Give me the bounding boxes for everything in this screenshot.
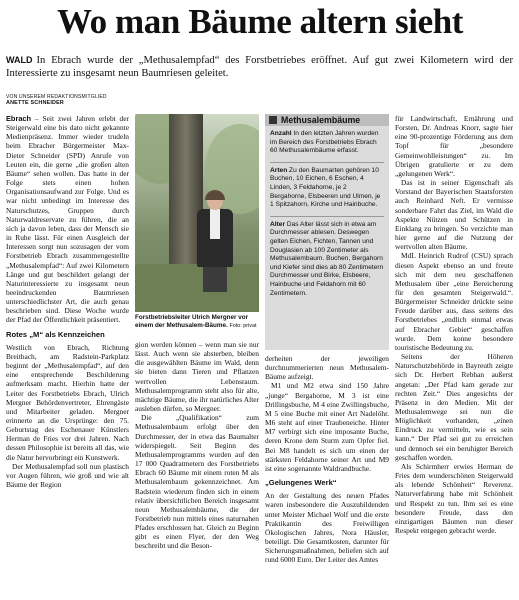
column-1-paragraph-3: Der Methusalempfad soll nun plastisch vor Augen führen, wie groß und wie alt Bäume der Region — [6, 461, 129, 490]
article-column-3 — [265, 354, 389, 600]
person-figure — [195, 192, 235, 292]
column-3-paragraph-0: derheiten der jeweiligen durchnummerierten neun Methusalem-Bäume aufzeigt. — [265, 354, 389, 382]
photo-credit: Foto: privat — [229, 323, 257, 329]
column-1-paragraph-2: Westlich von Ebrach, Richtung Breitbach, am Radstein-Parkplatz beginnt der „Methusalempfad“, auf den eine entsprechende Beschilderung aufmerksam macht. Hierhin hatte der Leiter des Forstbetriebs Ebrach, Ulrich Mergner Behördenvertreter, Ehrengäste und Mitarbeiter geladen. Mergner erinnerte an die Ursprünge: den 75. Geburtstag des Eschenauer Künstlers Herman de Fries vor drei Jahren. Nach dessen Philosophie ist bereits all das, wie die Natur hervorbringt ein Kunstwerk. — [6, 342, 129, 462]
info-box-header — [265, 114, 389, 126]
divider — [270, 162, 384, 163]
headline: Wo man Bäume altern sieht — [56, 2, 464, 41]
column-4-paragraph-2: Das ist in seiner Eigenschaft als Vorstand der Bayerischen Staatsforsten auch Reinhard Neft. Er vermisse sonderbare Fahrt das Ziel, im Wald die Aspekte Nützen und Schützen in Einklang zu bringen. So verzichte man hier gerne auf die Nutzung der wertvollen alten Bäume. — [395, 178, 513, 252]
column-1-paragraph-1: Ebrach – Seit zwei Jahren erlebt der Steigerwald eine bis dato nicht gekannte Medienpräsenz. Immer wieder trudeln beim Ebracher Bürgermeister Max-Dieter Schneider (SPD) Anrufe von Leuten ein, die gerne „die großen alten Bäume“ sehen wollen. Das hatte in der Folge stets einen hohen Organisationsaufwand zur Folge. Und es war nicht unbedingt im Interesse des Naturschutzes, Gruppen durch Naturwaldreservate zu führen, die an sich ja davon leben, dass der Mensch sie in Ruhe lässt. Für einen Ausgleich der Interessen sorgt nun sozusagen der vom Forstbetrieb Ebrach zusammengestellte „Methusalempfad“: Auf zwei Kilometern Länge und gut beschildert gelangt der Naturinteressierte zu insgesamt neun beeindruckenden Baumriesen unterschiedlichster Art, die auch genau beschrieben sind. Diese Woche wurde der Pfad der Öffentlichkeit präsentiert. — [6, 114, 129, 325]
square-bullet-icon — [269, 116, 277, 124]
byline — [6, 94, 166, 106]
column-4-paragraph-5: Als Schirmherr erwies Herman de Fries dem wunderschönen Steigerwald als lebende Schönheit“ Reverenz. Naturverfahrung habe mit Schönheit und Respekt zu tun. Ihm sei es eine besondere Freude, dass den einzigartigen Bäumen nun dieser Respekt entgegen gebracht werde. — [395, 461, 513, 536]
lead-text: In Ebrach wurde der „Methusalempfad“ des Forstbetriebes eröffnet. Auf gut zwei Kilometern wird der Interessierte zu insgesamt neun Baumriesen geleitet. — [6, 55, 513, 79]
column-3-paragraph-1: M1 und M2 etwa sind 150 Jahre „junge“ Bergahorne, M 3 ist eine Drillingsbuche, M 4 eine Zwillingsbuche, M 5 eine Buche mit einer Art Nadelöhr. M6 steht auf einer Traubeneiche. Hinter M7 verbirgt sich eine imposante Buche, deren Krone dem Sturm zum Opfer fiel. Bei M8 handelt es sich um einen der stärksten Feldahorne seiner Art und M9 ist eine sogenannte Waldrandbuche. — [265, 381, 389, 473]
divider — [270, 216, 384, 217]
lead-paragraph — [6, 54, 513, 80]
article-column-4 — [395, 114, 513, 600]
info-box-anzahl: Anzahl In den letzten Jahren wurden im Bereich des Forstbetriebs Ebrach 60 Methusalembäume erfasst. — [270, 130, 379, 155]
lead-kicker: WALD — [6, 55, 33, 65]
photo-caption-text: Forstbetriebsleiter Ulrich Mergner vor einem der Methusalem-Bäume. — [135, 314, 249, 329]
info-box-title: Methusalembäume — [281, 115, 361, 125]
subheading-rotes-m: Rotes „M“ als Kennzeichen — [6, 329, 105, 339]
column-4-paragraph-3: MdL Heinrich Rudrof (CSU) sprach diesen Aspekt ebenso an und freute sich mit dem neu geschaffenen Methusalem über „eine Bereicherung für den gesamten Steigerwald.“. Bürgermeister Schneider drückte seine Freude darüber aus, dass seitens des Forstbetriebes „endlich einmal etwas auf Ebracher Gebiet“ geschaffen wurde. Dem konne besondere touristische Bedeutung zu. — [395, 251, 513, 352]
photo-forest-guide — [135, 114, 259, 312]
column-4-paragraph-1: für Landwirtschaft, Ernährung und Forsten, Dr. Andreas Knorr, sagte hier eine 90-prozentige Förderung aus dem Topf für „besondere Gemeinwohlleistungen“ zu. Im Übrigen gratulierte er zu dem „gelungenen Werk“. — [395, 114, 513, 178]
column-3-paragraph-2: An der Gestaltung des neuen Pfades waren insbesondere die Auszubildenden unter Meister Michael Wolf und die erste Praktikantin des Freiwilligen Ökologischen Jahres, Nora Häusler, beteiligt. Die Gesamtkosten, darunter für Sicherungsmaßnahmen, beliefen sich auf rund 6000 Euro. Der Leiter des Amtes — [265, 491, 389, 565]
column-4-paragraph-4: Seitens der Höheren Naturschutzbehörde in Bayreuth zeigte sich Dr. Herbert Rebhan außerst angetan: „Der Pfad kam gerade zur rechten Zeit.“ Dies angesichts der Präsenz in den Medien. Mit der Methusalemwege sei nun die Möglichkeit vorhanden, „einen Eindruck zu vermitteln, wie es sein kann.“ Der Pfad sei gut zu erreichen und dennoch sei ein beruhigter Bereich geschaffen worden. — [395, 352, 513, 462]
byline-source: VON UNSEREM REDAKTIONSMITGLIED — [6, 94, 107, 100]
subheading-gelungenes-werk: „Gelungenes Werk“ — [265, 478, 337, 488]
info-box-alter: Alter Das Alter lässt sich in etwa am Durchmesser ablesen. Deswegen gelten Eichen, Fichten, Tannen und Douglasien ab 100 Zentimeter als Methusalembaum. Buchen, Bergahorn und Kiefer sind dies ab 80 Zentimetern Durchmesser und Birke, Elsbeere, Hainbuche und Feldahorn mit 60 Zentimetern. — [270, 220, 384, 297]
photo-caption — [135, 314, 259, 330]
column-2-paragraph-2: Die „Qualifikation“ zum Methusalembaum erfolgt über den Durchmesser, der in etwa das Baumalter widerspiegelt. Seit Beginn des Methusalemprogramms wurden auf den 17 000 Quadratmetern des Forstbetriebs Ebrach 60 Bäume mit einem roten M als Methusalembaum gekennzeichnet. Am Radstein wiederum finden sich in einem relativ übersichtlichen Bereich insgesamt neun Methusalembäume, die der Forstbetrieb nun mittels eines naturnahen Pfades erschlossen hat. Gleich zu Beginn gibt es einen Flyer, der den Weg beschreibt und die Beson- — [135, 413, 259, 551]
byline-author: ANETTE SCHNEIDER — [6, 100, 65, 106]
info-box-arten: Arten Zu den Baumarten gehören 10 Buchen, 10 Eichen, 6 Eschen, 4 Linden, 3 Feldahorne, je 2 Bergahorne, Elsbeeren und Ulmen, je 1 Spitzahorn, Kirche und Hainbuche. — [270, 166, 381, 209]
article-column-1 — [6, 114, 129, 600]
article-column-2 — [135, 340, 259, 600]
column-2-paragraph-1: gion werden können – wenn man sie nur lässt. Auch wenn sie absterben, bleiben die ausgewählten Bäume im Wald, denn sie bieten dann Tieren und Pflanzen wertvollen Lebensraum. Methusalemprogramm steht also für alte, mächtige Bäume, die ihr natürliches Alter ausleben dürfen, so Mergner. — [135, 340, 259, 414]
dateline: Ebrach — [6, 114, 32, 123]
info-box — [265, 114, 389, 350]
